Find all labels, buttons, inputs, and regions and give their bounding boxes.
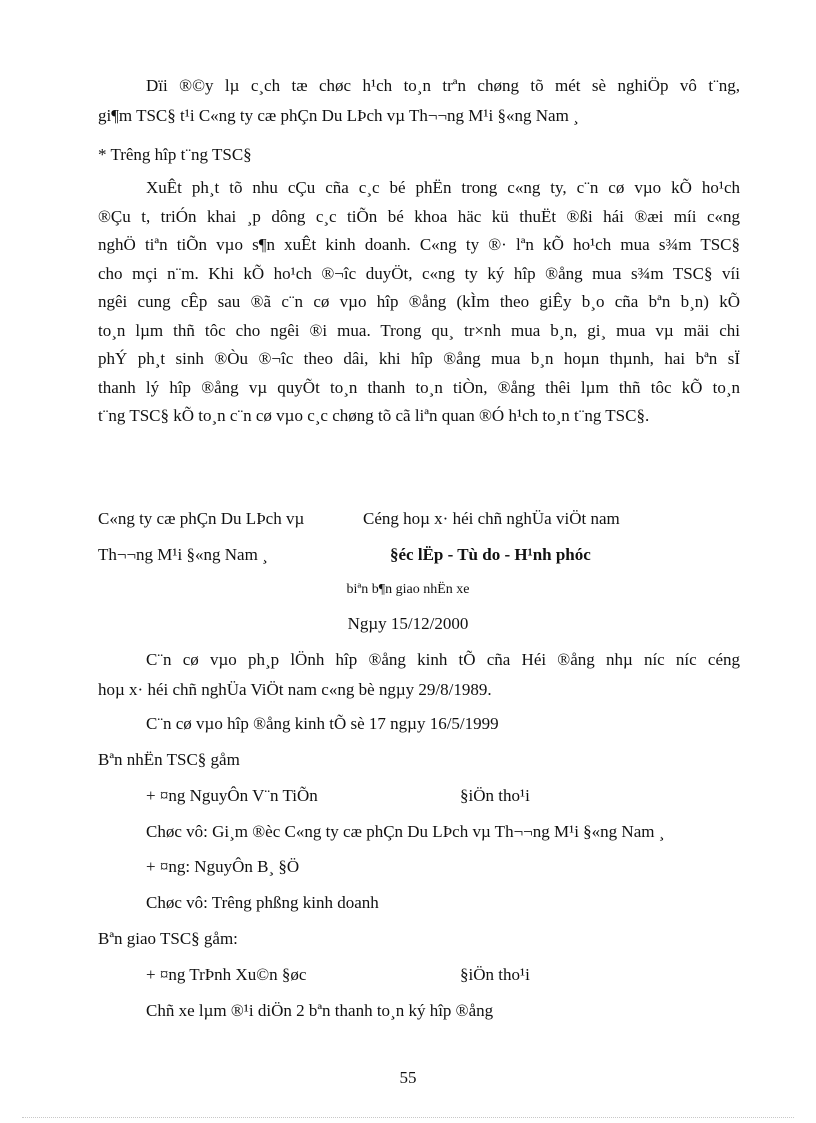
minutes-title: biªn b¶n giao nhËn xe bbox=[346, 582, 470, 597]
giver-phone-label: §iÖn tho¹i bbox=[460, 965, 530, 984]
paragraph-purchase bbox=[98, 178, 740, 435]
paragraph-line: phÝ ph¸t sinh ®Òu ®¬îc theo dâi, khi hîp ®ång mua b¸n hoµn thµnh, hai bªn sÏ bbox=[98, 349, 740, 368]
basis-line: hoµ x· héi chñ nghÜa ViÖt nam c«ng bè ngµy 29/8/1989. bbox=[98, 680, 492, 699]
minutes-date: Ngµy 15/12/2000 bbox=[347, 614, 469, 633]
paragraph-line: thanh lý hîp ®ång vµ quyÕt to¸n thanh to¸n tiÒn, ®ång thêi lµm thñ tôc kÕ to¸n bbox=[98, 377, 740, 397]
receiver-name: + ¤ng: NguyÔn B¸ §Ö bbox=[146, 857, 300, 876]
paragraph-line: to¸n lµm thñ tôc cho ngêi ®i mua. Trong qu¸ tr×nh mua b¸n, gi¸ mua vµ mäi chi bbox=[98, 320, 740, 340]
company-name: C«ng ty cæ phÇn Du LÞch vµ bbox=[98, 509, 305, 528]
paragraph-line: gi¶m TSC§ t¹i C«ng ty cæ phÇn Du LÞch vµ Th¬¬ng M¹i §«ng Nam ¸ bbox=[98, 106, 579, 125]
paragraph-line: nghÖ tiªn tiÕn vµo s¶n xuÊt kinh doanh. C«ng ty ®· lªn kÕ ho¹ch mua s¾m TSC§ bbox=[98, 235, 740, 254]
paragraph-line: cho mçi n¨m. Khi kÕ ho¹ch ®¬îc duyÖt, c«ng ty ký hîp ®ång mua s¾m TSC§ víi bbox=[98, 263, 740, 283]
paragraph-line: ngêi cung cÊp sau ®ã c¨n cø vµo hîp ®ång (kÌm theo giÊy b¸o cña bªn b¸n) kÕ bbox=[98, 292, 740, 311]
company-name-cont: Th¬¬ng M¹i §«ng Nam ¸ bbox=[98, 545, 268, 564]
receiver-name: + ¤ng NguyÔn V¨n TiÕn bbox=[146, 786, 318, 805]
receiver-position: Chøc vô: Gi¸m ®èc C«ng ty cæ phÇn Du LÞch vµ Th¬¬ng M¹i §«ng Nam ¸ bbox=[146, 822, 665, 841]
paragraph-intro bbox=[98, 76, 740, 136]
legal-basis bbox=[98, 650, 740, 710]
paragraph-line: Dïi ®©y lµ c¸ch tæ chøc h¹ch to¸n trªn chøng tõ mét sè nghiÖp vô t¨ng, bbox=[146, 76, 740, 95]
section-heading: * Trêng hîp t¨ng TSC§ bbox=[98, 145, 252, 164]
giver-heading: Bªn giao TSC§ gåm: bbox=[98, 929, 238, 948]
receiver-position: Chøc vô: Trêng phßng kinh doanh bbox=[146, 893, 379, 912]
national-motto: §éc lËp - Tù do - H¹nh phóc bbox=[390, 545, 591, 564]
giver-name: + ¤ng TrÞnh Xu©n §øc bbox=[146, 965, 307, 984]
giver-note: Chñ xe lµm ®¹i diÖn 2 bªn thanh to¸n ký hîp ®ång bbox=[146, 1001, 494, 1020]
receiver-heading: Bªn nhËn TSC§ gåm bbox=[98, 750, 240, 769]
basis-line: C¨n cø vµo ph¸p lÖnh hîp ®ång kinh tÕ cña Héi ®ång nhµ níc níc céng bbox=[146, 650, 740, 669]
page-bottom-divider bbox=[22, 1117, 794, 1118]
republic-title: Céng hoµ x· héi chñ nghÜa viÖt nam bbox=[363, 509, 620, 528]
page-number: 55 bbox=[399, 1068, 417, 1087]
paragraph-line: ®Çu t, triÓn khai ¸p dông c¸c tiÕn bé khoa häc kü thuËt ®ßi hái ®æi míi c«ng bbox=[98, 206, 740, 226]
paragraph-line: XuÊt ph¸t tõ nhu cÇu cña c¸c bé phËn trong c«ng ty, c¨n cø vµo kÕ ho¹ch bbox=[146, 178, 740, 197]
contract-basis: C¨n cø vµo hîp ®ång kinh tÕ sè 17 ngµy 16/5/1999 bbox=[146, 714, 499, 733]
paragraph-line: t¨ng TSC§ kÕ to¸n c¨n cø vµo c¸c chøng tõ cã liªn quan ®Ó h¹ch to¸n t¨ng TSC§. bbox=[98, 406, 650, 425]
receiver-phone-label: §iÖn tho¹i bbox=[460, 786, 530, 805]
